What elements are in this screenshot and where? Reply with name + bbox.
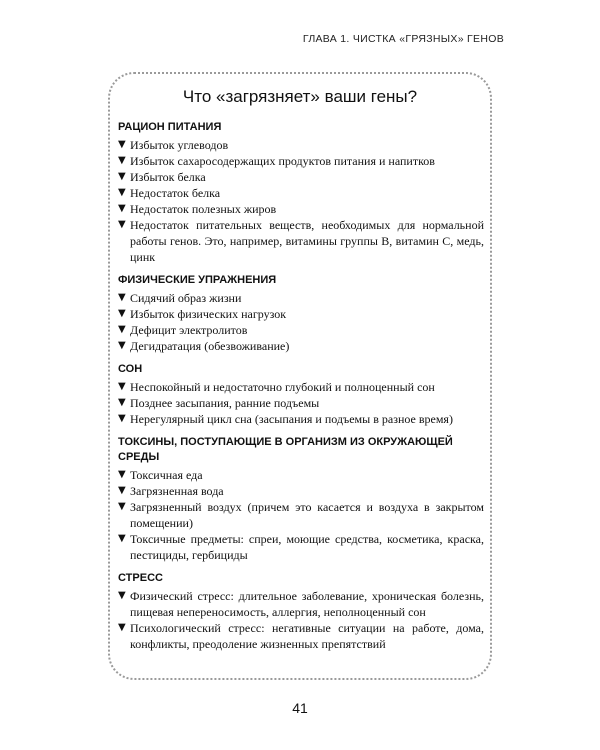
list-item xyxy=(118,620,484,652)
bullet-list xyxy=(118,137,484,265)
list-item-text: Недостаток питательных веществ, необходимых для нормальной работы генов. Это, например, витамины группы B, витамин C, медь, цинк xyxy=(130,218,484,264)
triangle-bullet-icon: ▼ xyxy=(118,501,126,512)
running-header: ГЛАВА 1. ЧИСТКА «ГРЯЗНЫХ» ГЕНОВ xyxy=(302,33,504,45)
list-item xyxy=(118,531,484,563)
section-title: РАЦИОН ПИТАНИЯ xyxy=(118,121,222,133)
list-item-text: Позднее засыпания, ранние подъемы xyxy=(130,396,320,410)
triangle-bullet-icon: ▼ xyxy=(118,203,126,214)
list-item-text: Токсичные предметы: спреи, моющие средства, косметика, краска, пестициды, гербициды xyxy=(130,532,484,562)
list-item xyxy=(118,411,484,427)
list-item xyxy=(118,217,484,265)
list-item xyxy=(118,290,484,306)
section-title: СТРЕСС xyxy=(118,572,163,584)
list-item xyxy=(118,169,484,185)
list-item xyxy=(118,322,484,338)
list-item xyxy=(118,499,484,531)
list-item xyxy=(118,153,484,169)
list-item-text: Дефицит электролитов xyxy=(130,323,248,337)
triangle-bullet-icon: ▼ xyxy=(118,308,126,319)
triangle-bullet-icon: ▼ xyxy=(118,381,126,392)
bullet-list xyxy=(118,290,484,354)
triangle-bullet-icon: ▼ xyxy=(118,187,126,198)
bullet-list xyxy=(118,379,484,427)
list-item-text: Избыток белка xyxy=(130,170,206,184)
list-item-text: Сидячий образ жизни xyxy=(130,291,242,305)
list-item-text: Психологический стресс: негативные ситуации на работе, дома, конфликты, преодоление жизненных препятствий xyxy=(130,621,484,651)
box-content xyxy=(118,120,484,660)
triangle-bullet-icon: ▼ xyxy=(118,622,126,633)
section xyxy=(118,273,484,354)
triangle-bullet-icon: ▼ xyxy=(118,533,126,544)
list-item xyxy=(118,201,484,217)
list-item-text: Нерегулярный цикл сна (засыпания и подъемы в разное время) xyxy=(130,412,453,426)
list-item xyxy=(118,588,484,620)
triangle-bullet-icon: ▼ xyxy=(118,139,126,150)
triangle-bullet-icon: ▼ xyxy=(118,219,126,230)
box-title: Что «загрязняет» ваши гены? xyxy=(182,87,418,106)
triangle-bullet-icon: ▼ xyxy=(118,397,126,408)
section-title: СОН xyxy=(118,363,143,375)
triangle-bullet-icon: ▼ xyxy=(118,324,126,335)
list-item xyxy=(118,338,484,354)
triangle-bullet-icon: ▼ xyxy=(118,155,126,166)
triangle-bullet-icon: ▼ xyxy=(118,292,126,303)
section xyxy=(118,571,484,652)
triangle-bullet-icon: ▼ xyxy=(118,469,126,480)
list-item xyxy=(118,379,484,395)
list-item-text: Загрязненный воздух (причем это касается и воздуха в закрытом помещении) xyxy=(130,500,484,530)
page-number: 41 xyxy=(292,700,308,716)
list-item-text: Неспокойный и недостаточно глубокий и полноценный сон xyxy=(130,380,435,394)
section xyxy=(118,362,484,427)
list-item xyxy=(118,185,484,201)
list-item-text: Физический стресс: длительное заболевание, хроническая болезнь, пищевая непереносимость, аллергия, неполноценный сон xyxy=(130,589,484,619)
triangle-bullet-icon: ▼ xyxy=(118,171,126,182)
list-item-text: Избыток сахаросодержащих продуктов питания и напитков xyxy=(130,154,435,168)
list-item xyxy=(118,395,484,411)
list-item-text: Избыток углеводов xyxy=(130,138,229,152)
list-item-text: Недостаток полезных жиров xyxy=(130,202,277,216)
bullet-list xyxy=(118,588,484,652)
list-item-text: Недостаток белка xyxy=(130,186,221,200)
list-item-text: Дегидратация (обезвоживание) xyxy=(130,339,290,353)
triangle-bullet-icon: ▼ xyxy=(118,413,126,424)
list-item-text: Избыток физических нагрузок xyxy=(130,307,287,321)
list-item-text: Токсичная еда xyxy=(130,468,203,482)
section-title: ФИЗИЧЕСКИЕ УПРАЖНЕНИЯ xyxy=(118,274,277,286)
list-item xyxy=(118,483,484,499)
section xyxy=(118,435,484,563)
triangle-bullet-icon: ▼ xyxy=(118,485,126,496)
list-item-text: Загрязненная вода xyxy=(130,484,224,498)
triangle-bullet-icon: ▼ xyxy=(118,590,126,601)
bullet-list xyxy=(118,467,484,563)
list-item xyxy=(118,306,484,322)
section-title: ТОКСИНЫ, ПОСТУПАЮЩИЕ В ОРГАНИЗМ ИЗ ОКРУЖАЮЩЕЙ СРЕДЫ xyxy=(118,436,453,463)
list-item xyxy=(118,137,484,153)
triangle-bullet-icon: ▼ xyxy=(118,340,126,351)
list-item xyxy=(118,467,484,483)
section xyxy=(118,120,484,265)
